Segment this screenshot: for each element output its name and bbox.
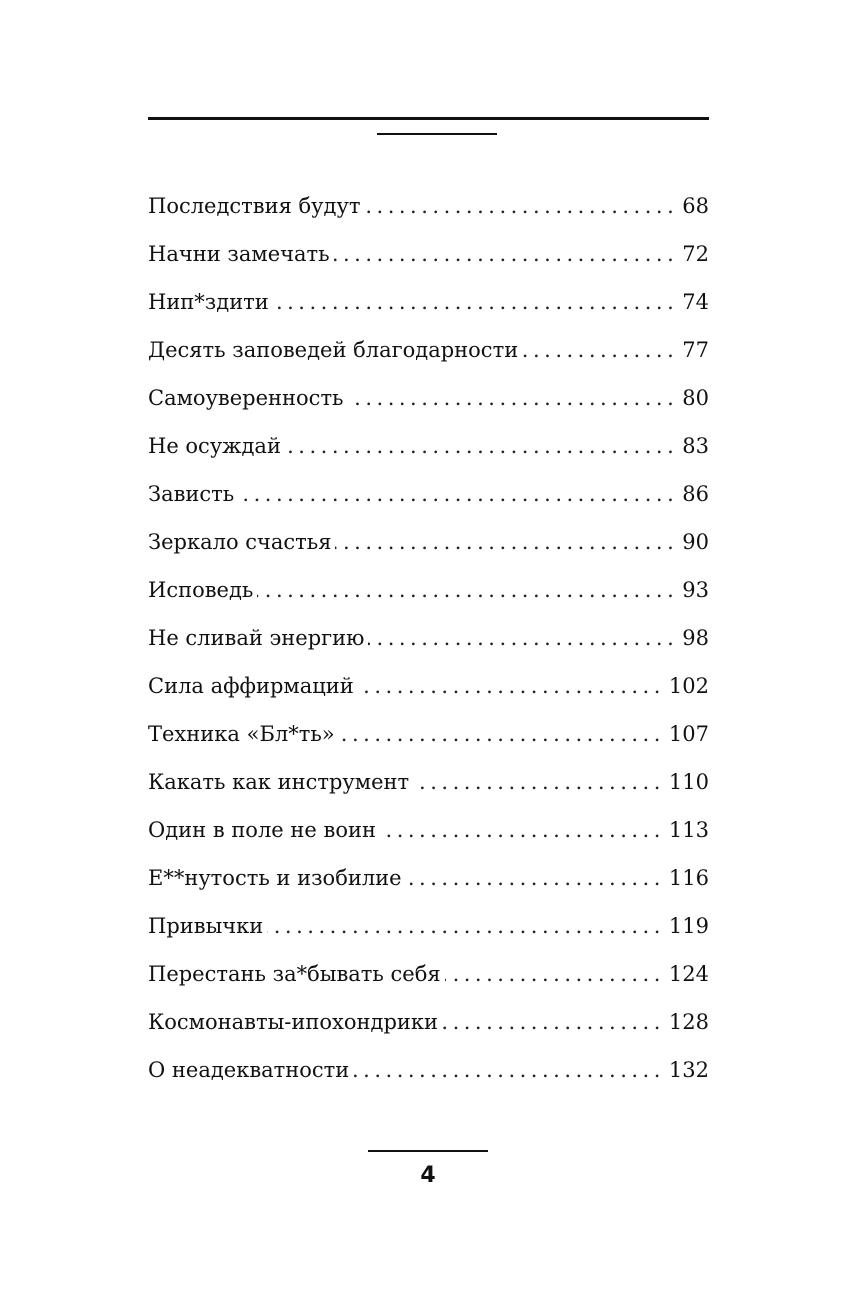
toc-dot-leader (413, 762, 665, 802)
toc-dot-leader (522, 330, 678, 370)
toc-dot-leader (238, 474, 678, 514)
toc-dot-leader (285, 426, 678, 466)
toc-dot-leader (334, 234, 679, 274)
toc-entry-title: Начни замечать (148, 242, 330, 266)
toc-entry (148, 810, 709, 858)
toc-dot-leader (273, 282, 678, 322)
toc-entry (148, 714, 709, 762)
toc-entry-page: 90 (682, 530, 709, 554)
toc-entry (148, 330, 709, 378)
toc-entry-title: Самоуверенность (148, 386, 344, 410)
toc-entry-title: Перестань за*бывать себя (148, 962, 441, 986)
toc-entry-page: 132 (668, 1058, 709, 1082)
toc-entry-title: Техника «Бл*ть» (148, 722, 335, 746)
toc-dot-leader (348, 378, 679, 418)
toc-entry-title: Космонавты-ипохондрики (148, 1010, 439, 1034)
toc-entry (148, 906, 709, 954)
toc-entry-title: Десять заповедей благодарности (148, 338, 519, 362)
toc-entry-page: 72 (682, 242, 709, 266)
toc-entry (148, 282, 709, 330)
toc-entry-title: Не сливай энергию (148, 626, 365, 650)
toc-entry (148, 618, 709, 666)
toc-entry-title: Зависть (148, 482, 235, 506)
page-number: 4 (420, 1163, 436, 1188)
toc-dot-leader (257, 570, 678, 610)
footer-rule (368, 1150, 488, 1152)
toc-entry-title: Какать как инструмент (148, 770, 410, 794)
toc-entry-title: Привычки (148, 914, 264, 938)
toc-dot-leader (358, 666, 665, 706)
toc-dot-leader (353, 1050, 665, 1090)
header-rule-long (148, 117, 709, 120)
toc-entry (148, 762, 709, 810)
toc-dot-leader (335, 522, 678, 562)
toc-entry-page: 110 (668, 770, 709, 794)
table-of-contents (148, 186, 709, 1098)
toc-entry-page: 116 (668, 866, 709, 890)
toc-entry (148, 426, 709, 474)
toc-entry-page: 124 (668, 962, 709, 986)
toc-dot-leader (406, 858, 665, 898)
toc-entry-title: О неадекватности (148, 1058, 350, 1082)
toc-dot-leader (442, 1002, 665, 1042)
toc-entry (148, 570, 709, 618)
toc-entry (148, 666, 709, 714)
toc-entry-page: 93 (682, 578, 709, 602)
toc-entry-title: Е**нутость и изобилие (148, 866, 402, 890)
toc-dot-leader (445, 954, 665, 994)
toc-entry (148, 1002, 709, 1050)
toc-entry-page: 68 (682, 194, 709, 218)
toc-entry-page: 83 (682, 434, 709, 458)
toc-entry-page: 107 (668, 722, 709, 746)
toc-entry-title: Зеркало счастья (148, 530, 332, 554)
toc-dot-leader (380, 810, 665, 850)
toc-entry (148, 474, 709, 522)
toc-entry-page: 80 (682, 386, 709, 410)
toc-dot-leader (339, 714, 665, 754)
toc-entry-page: 113 (668, 818, 709, 842)
toc-entry-title: Один в поле не воин (148, 818, 376, 842)
toc-entry-title: Сила аффирмаций (148, 674, 354, 698)
toc-entry (148, 186, 709, 234)
toc-dot-leader (364, 186, 678, 226)
toc-entry-title: Последствия будут (148, 194, 361, 218)
toc-entry-page: 128 (668, 1010, 709, 1034)
toc-dot-leader (267, 906, 665, 946)
toc-entry-title: Исповедь (148, 578, 254, 602)
toc-entry-title: Нип*здити (148, 290, 269, 314)
toc-entry (148, 522, 709, 570)
toc-entry-page: 102 (668, 674, 709, 698)
toc-entry (148, 858, 709, 906)
header-rule-short (377, 133, 497, 135)
toc-entry-page: 86 (682, 482, 709, 506)
toc-entry-page: 77 (682, 338, 709, 362)
toc-entry (148, 954, 709, 1002)
toc-entry (148, 1050, 709, 1098)
toc-entry-page: 98 (682, 626, 709, 650)
toc-entry (148, 378, 709, 426)
toc-entry (148, 234, 709, 282)
toc-entry-page: 119 (668, 914, 709, 938)
toc-entry-title: Не осуждай (148, 434, 281, 458)
toc-dot-leader (368, 618, 678, 658)
toc-entry-page: 74 (682, 290, 709, 314)
